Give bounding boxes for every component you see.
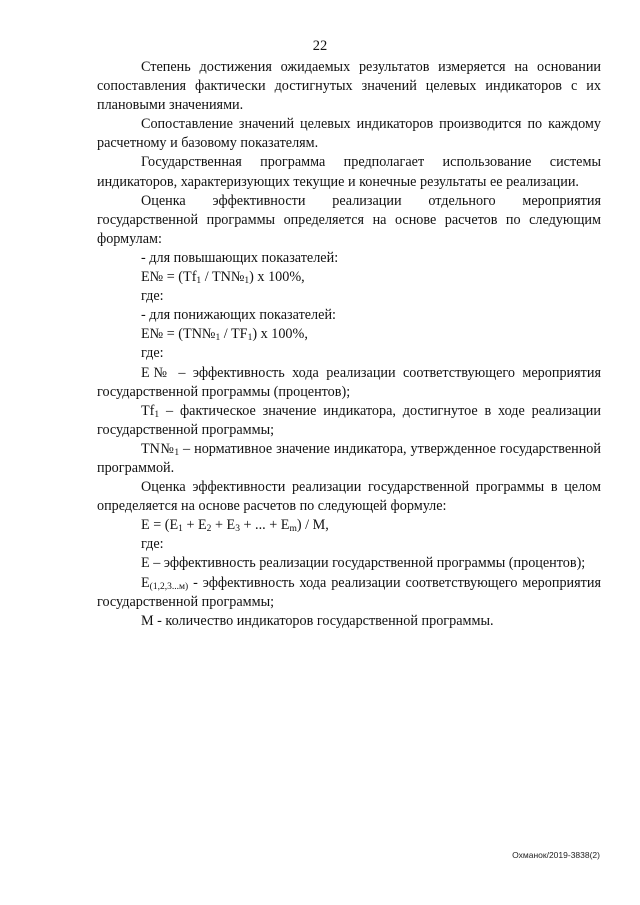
definition-actual-value: $Tf_1$ – фактическое значение индикатора, достигнутое в ходе реализации государственной программы; bbox=[97, 402, 601, 438]
formula-increasing: E№ = ($Tf_1$ / $TN№_1$) x 100%, bbox=[141, 269, 305, 287]
paragraph-comparison: Сопоставление значений целевых индикаторов производится по каждому расчетному и базовому показателям. bbox=[97, 116, 601, 152]
where-label-1: где: bbox=[141, 288, 164, 305]
page-number: 22 bbox=[312, 38, 328, 54]
where-label-3: где: bbox=[141, 536, 164, 553]
definition-normative-value: $TN№_1$ – нормативное значение индикатора, утвержденное государственной программой. bbox=[97, 440, 601, 476]
formula-overall: $E = (E_1 + E_2 + E_3$ + ... + $E_m$) / M, bbox=[141, 517, 329, 535]
definition-efficiency-event: E№ – эффективность хода реализации соответствующего мероприятия государственной программы (процентов); bbox=[97, 364, 601, 400]
where-label-2: где: bbox=[141, 345, 164, 362]
paragraph-program-evaluation: Оценка эффективности реализации государственной программы в целом определяется на основе расчетов по следующей формуле: bbox=[97, 479, 601, 515]
definition-program-efficiency: E – эффективность реализации государственной программы (процентов); bbox=[141, 555, 586, 572]
document-body bbox=[97, 58, 601, 631]
decreasing-indicators-label: - для понижающих показателей: bbox=[141, 307, 336, 324]
formula-decreasing: E№ = $(TN№_1 / TF_1)$ x 100%, bbox=[141, 326, 308, 344]
paragraph-indicators-system: Государственная программа предполагает использование системы индикаторов, характеризующих текущие и конечные результаты ее реализации. bbox=[97, 154, 601, 190]
paragraph-achievement: Степень достижения ожидаемых результатов измеряется на основании сопоставления фактически достигнутых значений целевых индикаторов с их плановыми значениями. bbox=[97, 59, 601, 114]
document-footer-code: Охманок/2019-3838(2) bbox=[512, 850, 600, 860]
definition-event-efficiency: $E_{(1,2,3...м)}$ - эффективность хода реализации соответствующего мероприятия государственной программы; bbox=[97, 574, 601, 610]
paragraph-evaluation: Оценка эффективности реализации отдельного мероприятия государственной программы определяется на основе расчетов по следующим формулам: bbox=[97, 192, 601, 247]
increasing-indicators-label: - для повышающих показателей: bbox=[141, 249, 339, 266]
definition-indicator-count: M - количество индикаторов государственной программы. bbox=[141, 612, 494, 629]
